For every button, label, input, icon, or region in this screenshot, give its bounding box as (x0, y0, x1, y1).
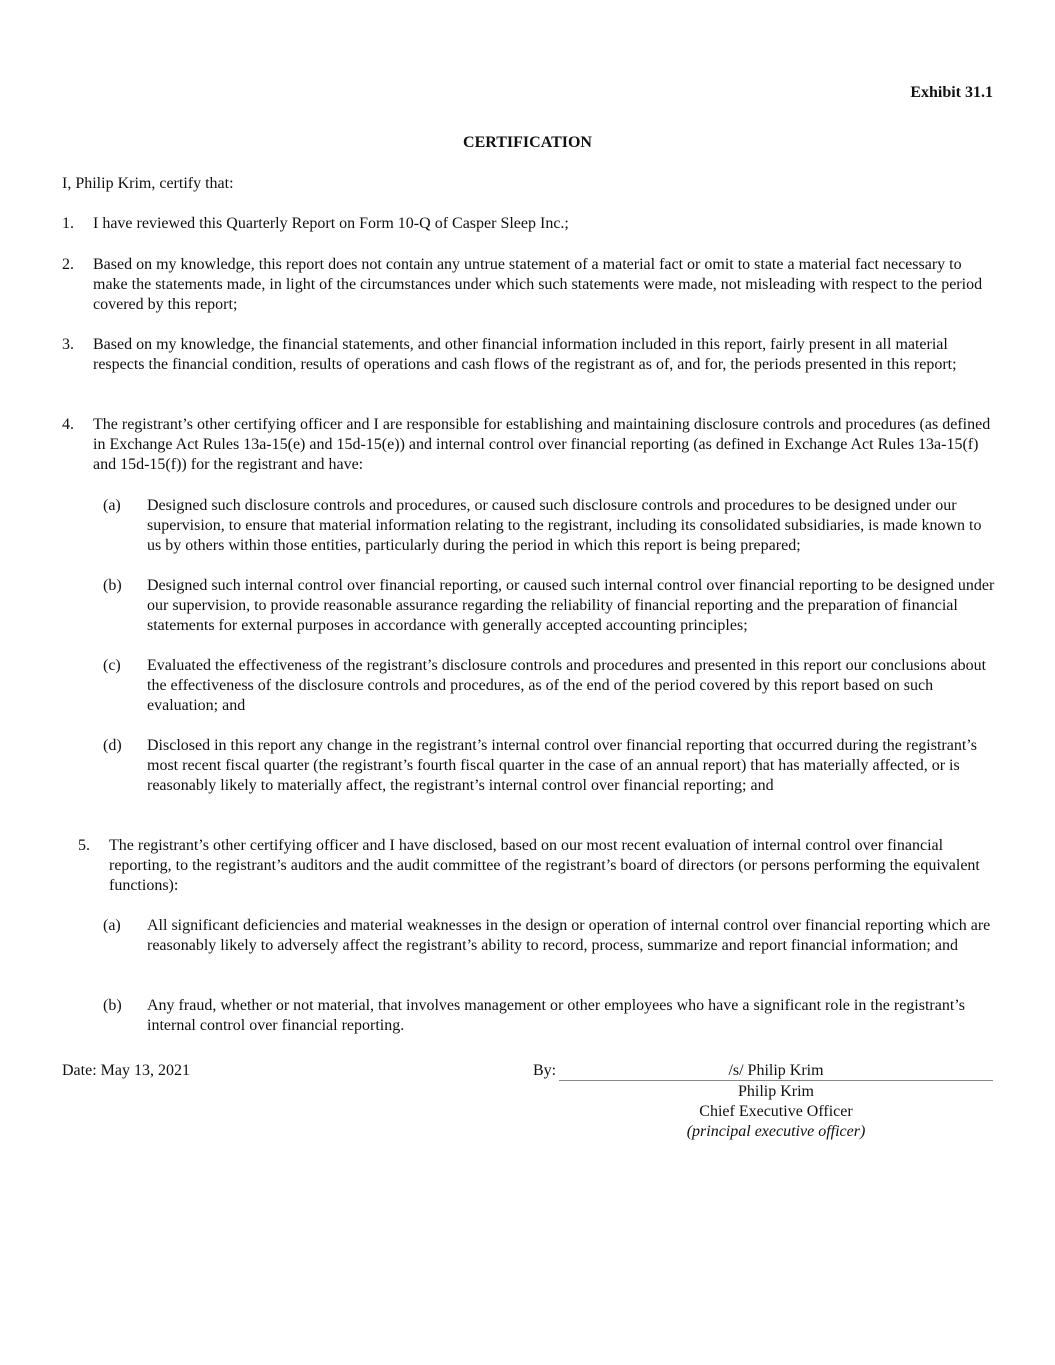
item-4-subitem-a (103, 496, 998, 556)
subitem-text: All significant deficiencies and material weaknesses in the design or operation of internal control over financial reporting which are reasonably likely to adversely affect the registrant’s ability to record, process, summarize and report financial information; and (147, 917, 991, 954)
item-text: I have reviewed this Quarterly Report on Form 10-Q of Casper Sleep Inc.; (93, 215, 569, 232)
item-5-subitem-a (103, 916, 998, 956)
signer-name: Philip Krim (737, 1083, 814, 1100)
signer-title: Chief Executive Officer (699, 1103, 853, 1120)
certification-item-1 (62, 214, 994, 234)
item-4-subitem-c (103, 656, 998, 716)
item-4-subitem-b (103, 576, 998, 636)
certification-item-4 (62, 415, 994, 475)
document-title: CERTIFICATION (463, 134, 592, 151)
subitem-label: (a) (103, 917, 121, 934)
item-number: 1. (62, 215, 74, 232)
subitem-text: Evaluated the effectiveness of the registrant’s disclosure controls and procedures and presented in this report our conclusions about the effectiveness of the disclosure controls and procedures, as of the end of the period covered by this report based on such evaluation; and (147, 657, 987, 714)
signature-date: Date: May 13, 2021 (62, 1062, 190, 1079)
subitem-label: (b) (103, 997, 122, 1014)
subitem-label: (b) (103, 577, 122, 594)
exhibit-number: Exhibit 31.1 (910, 84, 993, 101)
item-4-subitem-d (103, 736, 998, 796)
subitem-label: (a) (103, 497, 121, 514)
signature-text: /s/ Philip Krim (728, 1062, 824, 1079)
signer-info (559, 1082, 993, 1142)
item-number: 4. (62, 416, 74, 433)
by-label: By: (533, 1062, 557, 1079)
item-text: The registrant’s other certifying officer and I are responsible for establishing and maintaining disclosure controls and procedures (as defined in Exchange Act Rules 13a-15(e) and 15d-15(e)) and internal control over financial reporting (as defined in Exchange Act Rules 13a-15(f) and 15d-15(f)) for the registrant and have: (93, 416, 991, 473)
item-text: Based on my knowledge, this report does not contain any untrue statement of a material fact or omit to state a material fact necessary to make the statements made, in light of the circumstances under which such statements were made, not misleading with respect to the period covered by this report; (93, 256, 983, 313)
certification-item-5 (62, 836, 994, 896)
item-number: 3. (62, 336, 74, 353)
item-number: 5. (78, 837, 90, 854)
item-number: 2. (62, 256, 74, 273)
subitem-label: (d) (103, 737, 122, 754)
item-5-subitem-b (103, 996, 998, 1036)
signer-role: (principal executive officer) (686, 1123, 866, 1140)
subitem-text: Designed such disclosure controls and procedures, or caused such disclosure controls and procedures to be designed under our supervision, to ensure that material information relating to the registrant, including its consolidated subsidiaries, is made known to us by others within those entities, particularly during the period in which this report is being prepared; (147, 497, 982, 554)
certification-item-2 (62, 255, 994, 315)
certification-item-3 (62, 335, 994, 375)
signature-line (559, 1061, 993, 1081)
intro-statement: I, Philip Krim, certify that: (62, 175, 234, 192)
subitem-text: Disclosed in this report any change in the registrant’s internal control over financial reporting that occurred during the registrant’s most recent fiscal quarter (the registrant’s fourth fiscal quarter in the case of an annual report) that has materially affected, or is reasonably likely to materially affect, the registrant’s internal control over financial reporting; and (147, 737, 977, 794)
subitem-text: Any fraud, whether or not material, that involves management or other employees who have a significant role in the registrant’s internal control over financial reporting. (147, 997, 965, 1034)
item-text: Based on my knowledge, the financial statements, and other financial information included in this report, fairly present in all material respects the financial condition, results of operations and cash flows of the registrant as of, and for, the periods presented in this report; (93, 336, 957, 373)
subitem-label: (c) (103, 657, 121, 674)
item-text: The registrant’s other certifying officer and I have disclosed, based on our most recent evaluation of internal control over financial reporting, to the registrant’s auditors and the audit committee of the registrant’s board of directors (or persons performing the equivalent functions): (109, 837, 980, 894)
subitem-text: Designed such internal control over financial reporting, or caused such internal control over financial reporting to be designed under our supervision, to provide reasonable assurance regarding the reliability of financial reporting and the preparation of financial statements for external purposes in accordance with generally accepted accounting principles; (147, 577, 995, 634)
